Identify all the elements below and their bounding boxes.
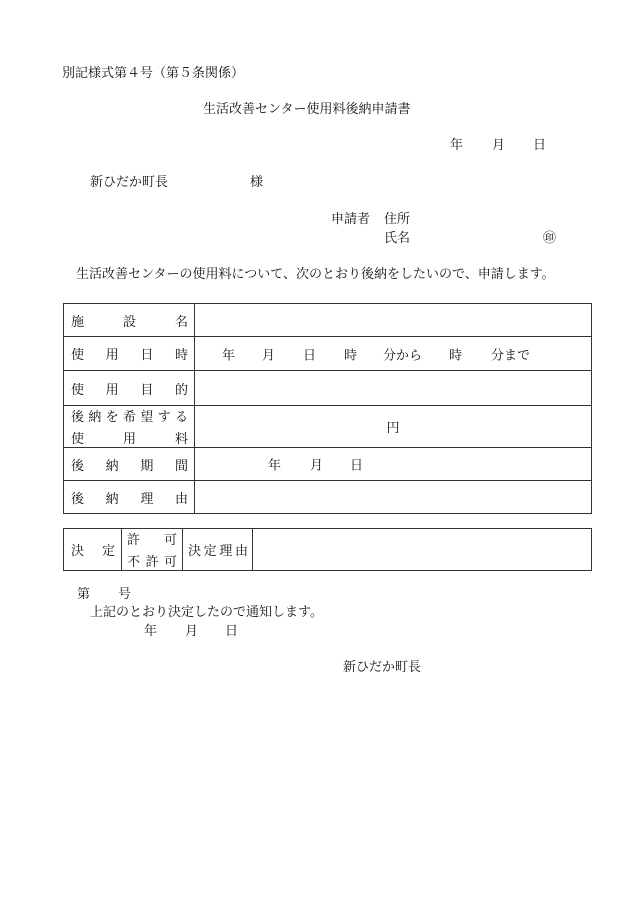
document-title: 生活改善センター使用料後納申請書 <box>203 102 411 117</box>
deferral-reason-row <box>64 481 592 514</box>
purpose-row <box>64 371 592 406</box>
deferral-reason-field[interactable] <box>195 481 592 514</box>
notice-text: 上記のとおり決定したので通知します。 <box>90 605 323 620</box>
decision-label: 決 定 <box>64 529 122 571</box>
form-number: 別記様式第４号（第５条関係） <box>62 66 245 81</box>
decision-options[interactable] <box>122 529 183 571</box>
notice-number-suffix: 号 <box>118 587 132 602</box>
deferral-period-row <box>64 448 592 481</box>
fee-label: 後 納 を 希 望 す る 使 用 料 <box>64 406 195 448</box>
notice-number-prefix: 第 <box>77 587 91 602</box>
deny-option[interactable]: 不 許 可 <box>127 555 177 570</box>
decision-table <box>63 528 592 571</box>
decision-reason-field[interactable] <box>253 529 592 571</box>
notice-year: 年 <box>144 624 158 639</box>
applicant-label: 申請者 <box>331 212 371 227</box>
purpose-label: 使 用 目 的 <box>64 371 195 406</box>
decision-reason-label: 決 定 理 由 <box>183 529 253 571</box>
seal-mark: ㊞ <box>543 231 557 246</box>
date-year: 年 <box>450 138 464 153</box>
datetime-row <box>64 337 592 371</box>
purpose-field[interactable] <box>195 371 592 406</box>
notice-month: 月 <box>185 624 199 639</box>
addressee-honorific: 様 <box>250 175 264 190</box>
permit-option[interactable]: 許 可 <box>127 533 177 548</box>
facility-row <box>64 304 592 337</box>
addressee-name: 新ひだか町長 <box>90 175 169 190</box>
decision-row <box>64 529 592 571</box>
deferral-reason-label: 後 納 理 由 <box>64 481 195 514</box>
datetime-field[interactable]: 年 月 日 時 分から 時 分まで <box>195 337 592 371</box>
fee-field[interactable] <box>195 406 592 448</box>
applicant-name-label: 氏名 <box>384 231 411 246</box>
datetime-label: 使 用 日 時 <box>64 337 195 371</box>
date-day: 日 <box>533 138 547 153</box>
deferral-period-label: 後 納 期 間 <box>64 448 195 481</box>
fee-row <box>64 406 592 448</box>
date-month: 月 <box>492 138 506 153</box>
facility-name-field[interactable] <box>195 304 592 337</box>
applicant-address-label: 住所 <box>384 212 411 227</box>
yen-unit: 円 <box>386 421 400 436</box>
notice-day: 日 <box>225 624 239 639</box>
notice-issuer: 新ひだか町長 <box>343 660 422 675</box>
application-table <box>63 303 592 514</box>
deferral-period-field[interactable]: 年 月 日 <box>195 448 592 481</box>
intro-text: 生活改善センターの使用料について、次のとおり後納をしたいので、申請します。 <box>76 267 555 282</box>
facility-label: 施 設 名 <box>64 304 195 337</box>
